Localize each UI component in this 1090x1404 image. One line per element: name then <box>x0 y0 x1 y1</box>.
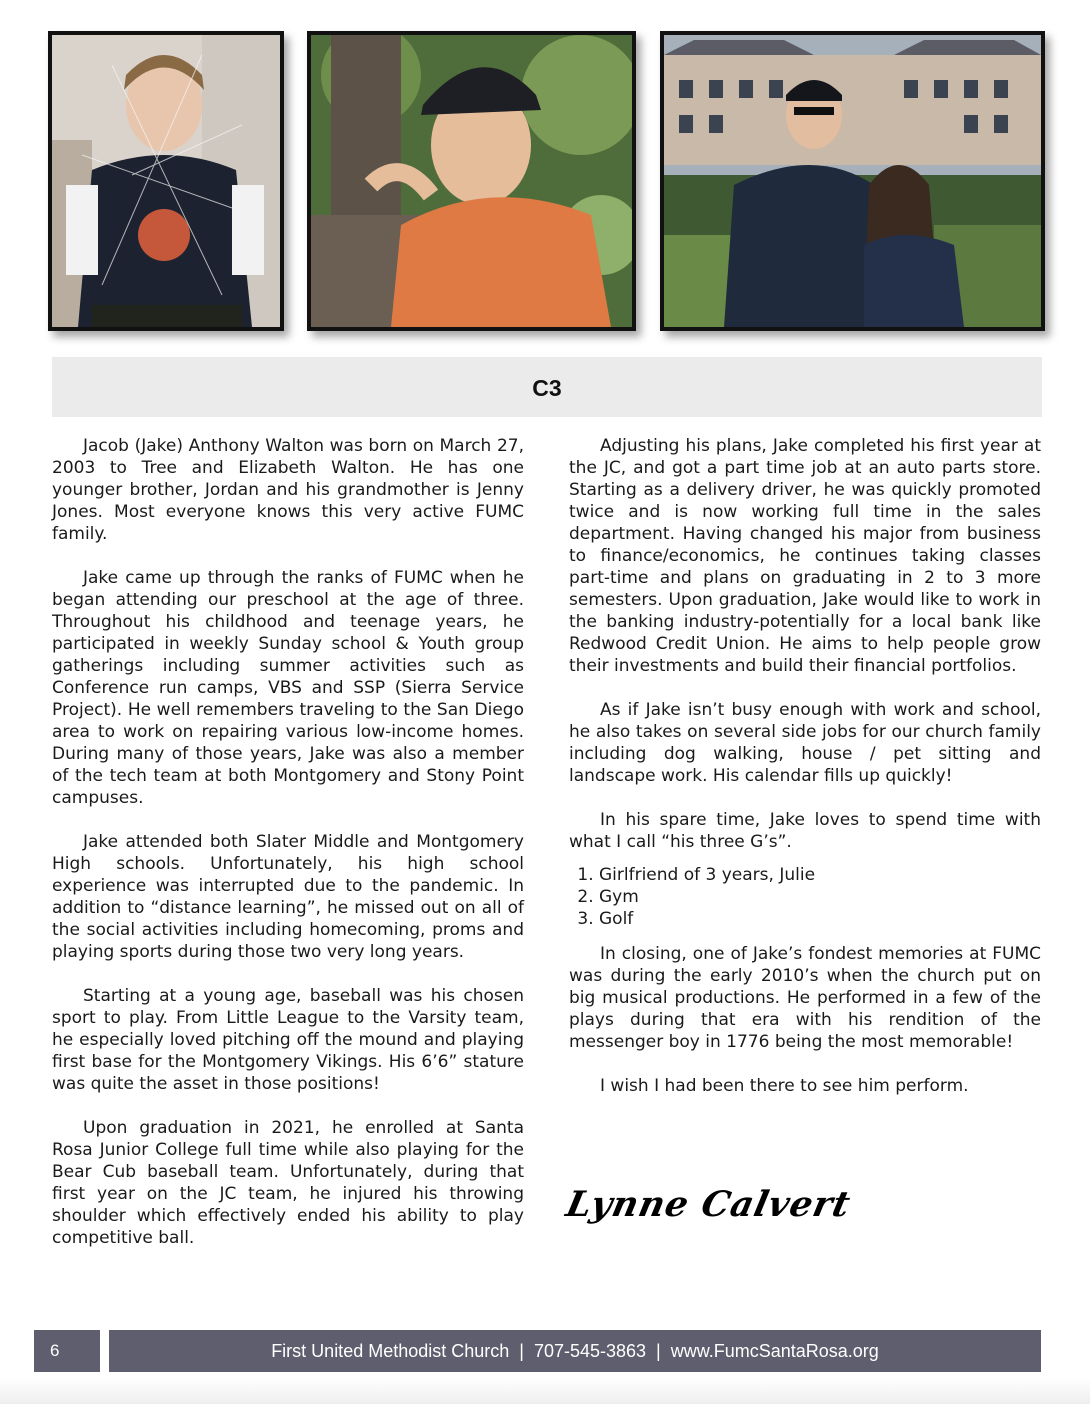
left-column <box>52 435 524 1249</box>
footer-bar <box>109 1330 1041 1372</box>
paragraph: In his spare time, Jake loves to spend time with what I call “his three G’s”. <box>569 810 1041 852</box>
list-item: 3. Golf <box>599 908 1041 930</box>
signature: Lynne Calvert <box>562 1184 855 1225</box>
section-title-banner <box>52 357 1042 417</box>
page-number-label: 6 <box>50 1341 60 1360</box>
paragraph: Jake attended both Slater Middle and Montgomery High schools. Unfortunately, his high school experience was interrupted due to the pandemic. In addition to “distance learning”, he missed out on all of the social activities including homecoming, proms and playing sports during those two very long years. <box>52 832 524 962</box>
photo-image <box>664 35 1041 327</box>
list-item: 2. Gym <box>599 886 1041 908</box>
list-item: 1. Girlfriend of 3 years, Julie <box>599 864 1041 886</box>
paragraph: As if Jake isn’t busy enough with work and school, he also takes on several side jobs for our church family including dog walking, house / pet sitting and landscape work. His calendar fills up quickly! <box>569 700 1041 786</box>
paragraph: Starting at a young age, baseball was his chosen sport to play. From Little League to the Varsity team, he especially loved pitching off the mound and playing first base for the Montgomery Vikings. His 6’6” stature was quite the asset in those positions! <box>52 986 524 1094</box>
paragraph: Jake came up through the ranks of FUMC when he began attending our preschool at the age of three. Throughout his childhood and teenage years, he participated in weekly Sunday school & Youth group gatherings including summer activities such as Conference run camps, VBS and SSP (Sierra Service Project). He well remembers traveling to the San Diego area to work on repairing various low-income homes. During many of those years, Jake was also a member of the tech team at both Montgomery and Stony Point campuses. <box>52 568 524 808</box>
paragraph: In closing, one of Jake’s fondest memories at FUMC was during the early 2010’s when the church put on big musical productions. He performed in a few of the plays during that era with his rendition of the messenger boy in 1776 being the most memorable! <box>569 944 1041 1052</box>
right-column <box>569 435 1041 1097</box>
paragraph: Jacob (Jake) Anthony Walton was born on March 27, 2003 to Tree and Elizabeth Walton. He has one younger brother, Jordan and his grandmother is Jenny Jones. Most everyone knows this very active FUMC family. <box>52 436 524 544</box>
photo-image <box>52 35 280 327</box>
page-bottom-shade <box>0 1378 1090 1404</box>
photo-boy-in-tree <box>307 31 636 331</box>
three-gs-list <box>569 864 1041 930</box>
photo-couple-chateau <box>660 31 1045 331</box>
section-title: C3 <box>532 374 562 401</box>
paragraph: I wish I had been there to see him perform. <box>600 1076 969 1096</box>
photo-boy-silly-string <box>48 31 284 331</box>
footer-text: First United Methodist Church | 707-545-3863 | www.FumcSantaRosa.org <box>271 1340 879 1361</box>
paragraph: Upon graduation in 2021, he enrolled at Santa Rosa Junior College full time while also playing for the Bear Cub baseball team. Unfortunately, during that first year on the JC team, he injured his throwing shoulder which effectively ended his ability to play competitive ball. <box>52 1118 524 1248</box>
paragraph: Adjusting his plans, Jake completed his first year at the JC, and got a part time job at an auto parts store. Starting as a delivery driver, he was quickly promoted twice and is now working full time in the sales department. Having changed his major from business to finance/economics, he continues taking classes part-time and plans on graduating in 2 to 3 more semesters. Upon graduation, Jake would like to work in the banking industry-potentially for a local bank like Redwood Credit Union. He aims to help people grow their investments and build their financial portfolios. <box>569 436 1041 676</box>
page-number <box>34 1330 100 1372</box>
photo-image <box>311 35 632 327</box>
